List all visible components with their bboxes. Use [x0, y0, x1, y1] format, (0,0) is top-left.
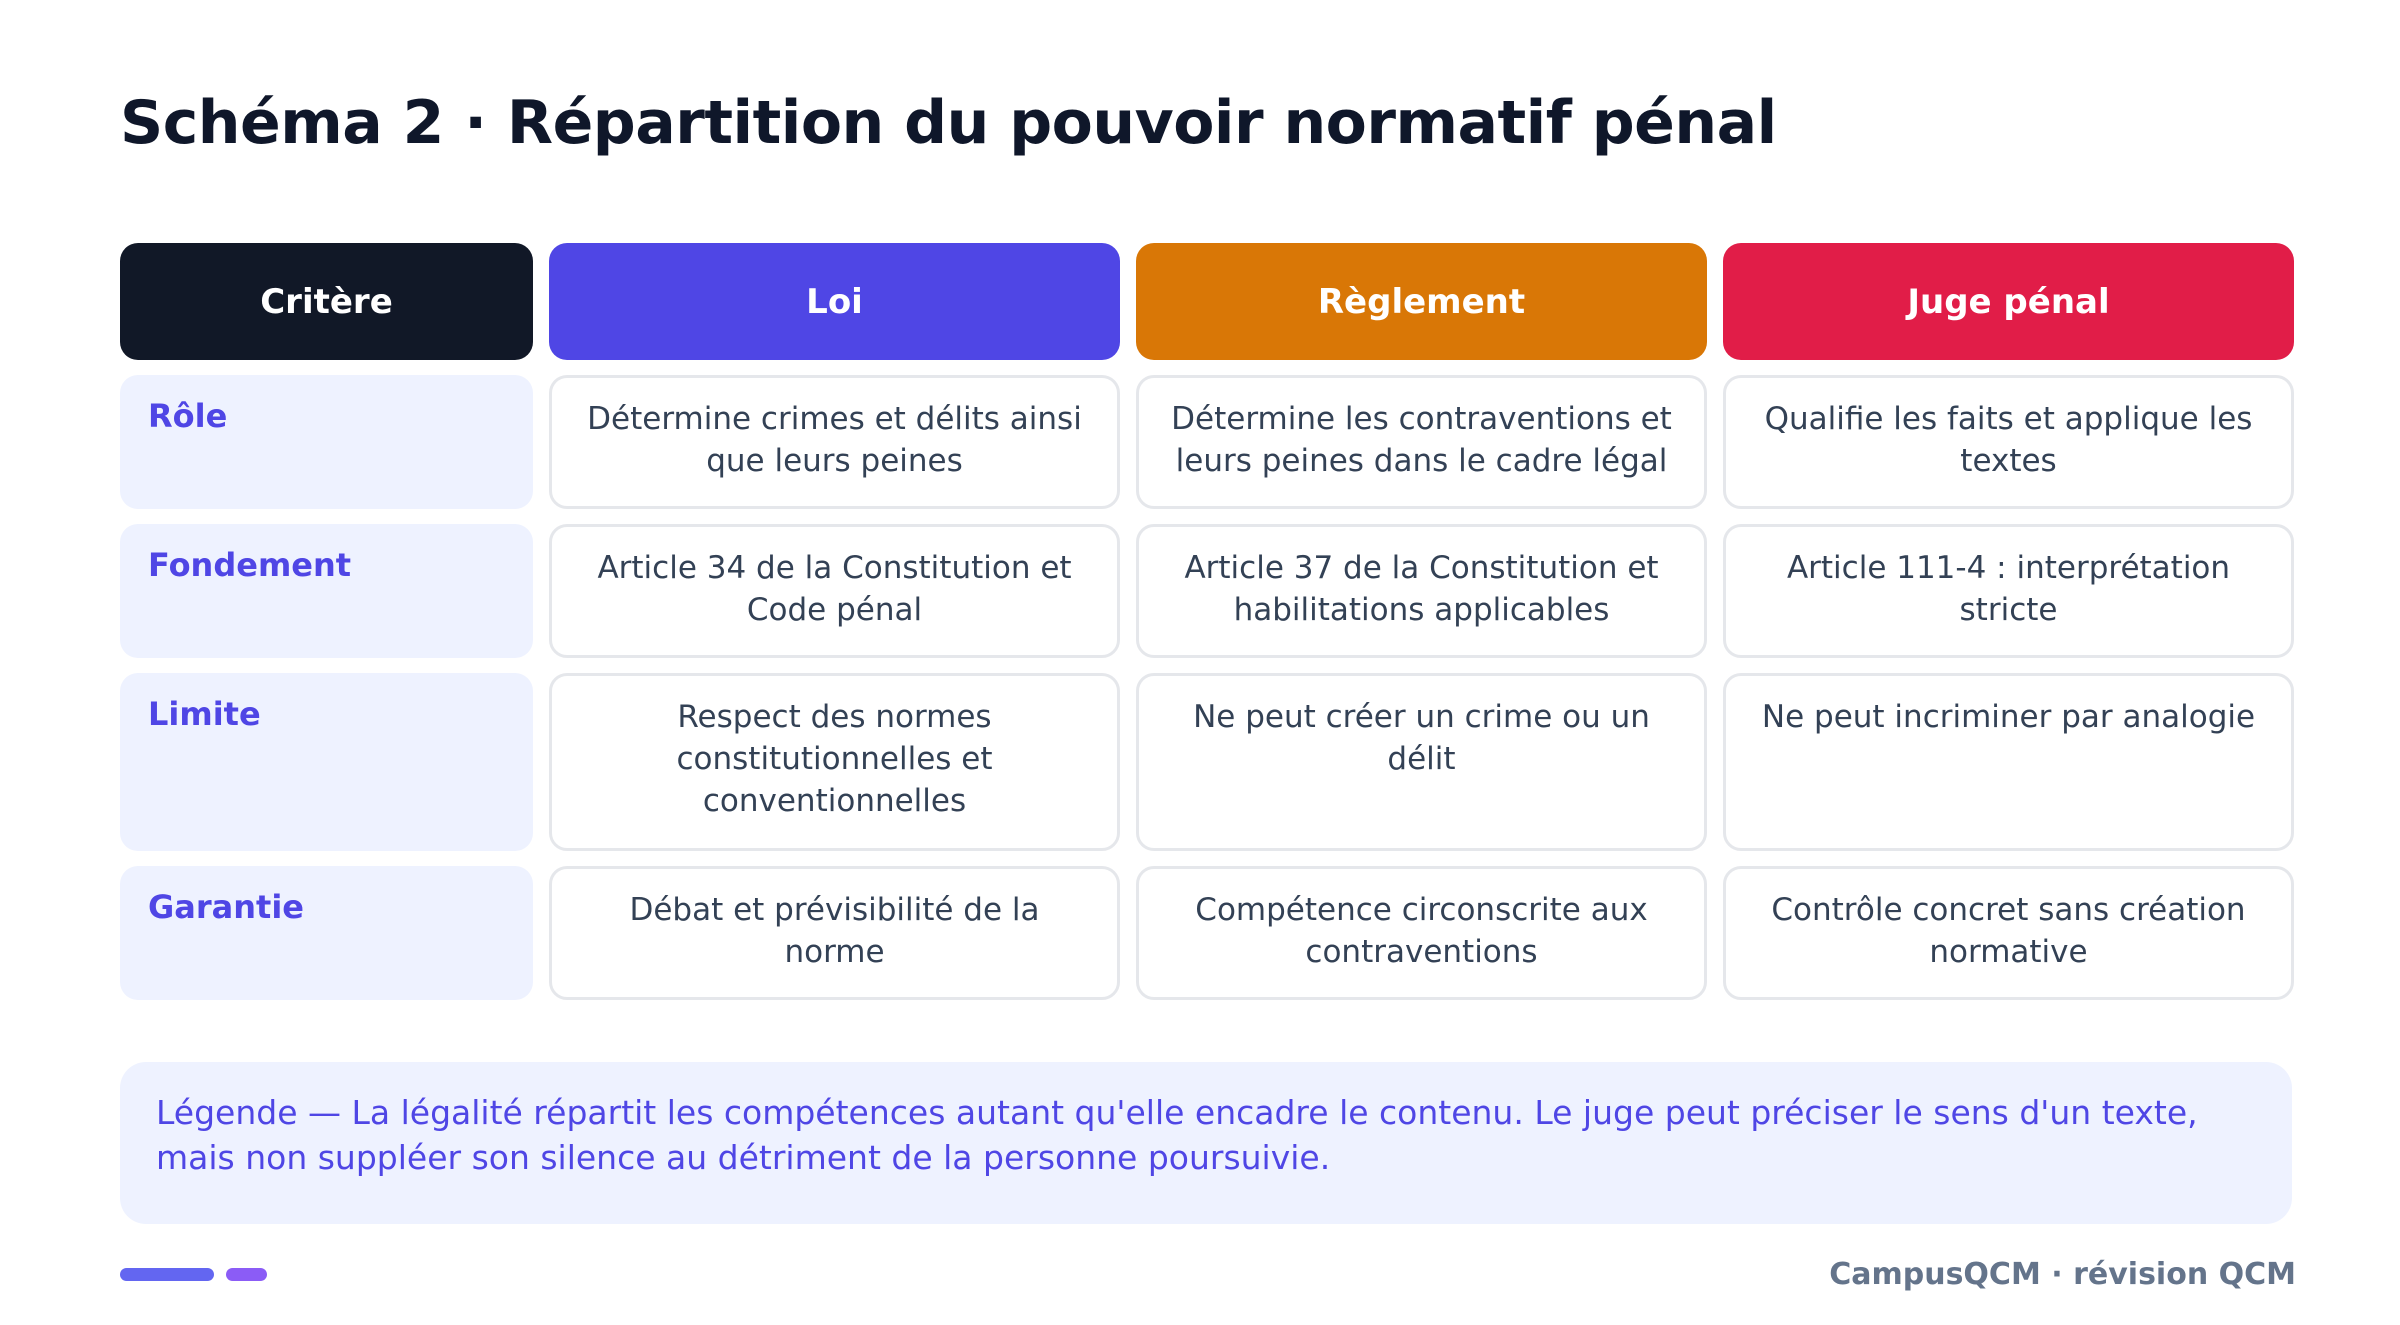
row-label-fondement: Fondement	[120, 524, 533, 658]
page-title: Schéma 2 · Répartition du pouvoir normatif pénal	[120, 88, 1777, 158]
cell-garantie-reglement: Compétence circonscrite aux contraventions	[1136, 866, 1707, 1000]
row-label-garantie: Garantie	[120, 866, 533, 1000]
row-label-role: Rôle	[120, 375, 533, 509]
cell-fondement-loi: Article 34 de la Constitution et Code pénal	[549, 524, 1120, 658]
cell-fondement-reglement: Article 37 de la Constitution et habilitations applicables	[1136, 524, 1707, 658]
header-juge: Juge pénal	[1723, 243, 2294, 360]
footer-brand: CampusQCM · révision QCM	[1829, 1257, 2296, 1292]
cell-limite-juge: Ne peut incriminer par analogie	[1723, 673, 2294, 851]
header-reglement: Règlement	[1136, 243, 1707, 360]
cell-fondement-juge: Article 111-4 : interprétation stricte	[1723, 524, 2294, 658]
cell-limite-reglement: Ne peut créer un crime ou un délit	[1136, 673, 1707, 851]
cell-limite-loi: Respect des normes constitutionnelles et conventionnelles	[549, 673, 1120, 851]
header-loi: Loi	[549, 243, 1120, 360]
row-label-limite: Limite	[120, 673, 533, 851]
cell-garantie-loi: Débat et prévisibilité de la norme	[549, 866, 1120, 1000]
cell-role-loi: Détermine crimes et délits ainsi que leurs peines	[549, 375, 1120, 509]
comparison-table	[120, 243, 2286, 1000]
cell-role-juge: Qualifie les faits et applique les textes	[1723, 375, 2294, 509]
decorative-bar-primary	[120, 1268, 214, 1281]
cell-role-reglement: Détermine les contraventions et leurs peines dans le cadre légal	[1136, 375, 1707, 509]
cell-garantie-juge: Contrôle concret sans création normative	[1723, 866, 2294, 1000]
header-criteria: Critère	[120, 243, 533, 360]
decorative-bar-secondary	[226, 1268, 267, 1281]
legend-box: Légende — La légalité répartit les compétences autant qu'elle encadre le contenu. Le juge peut préciser le sens d'un texte, mais non suppléer son silence au détriment de la personne poursuivie.	[120, 1062, 2292, 1224]
